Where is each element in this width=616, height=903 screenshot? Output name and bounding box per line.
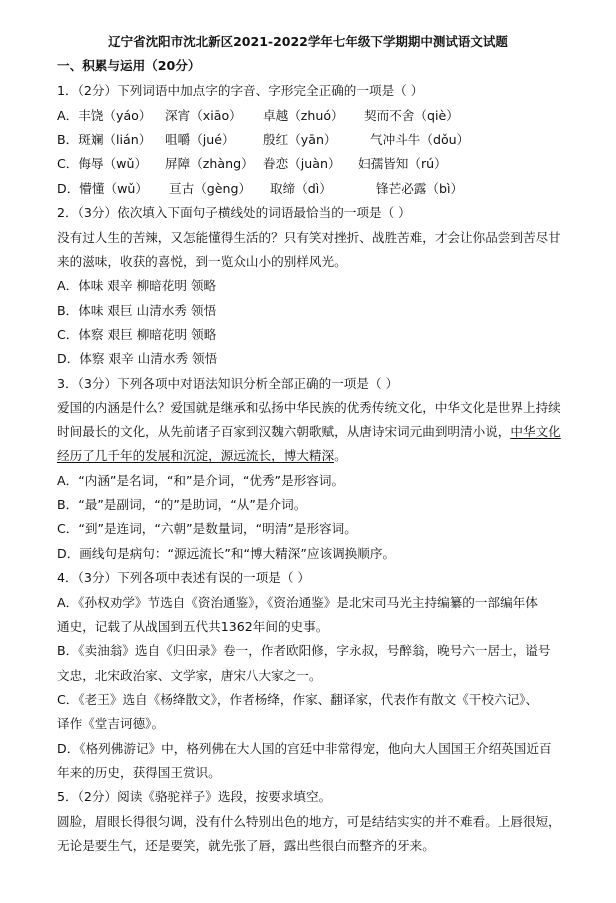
passage-text: 。: [334, 448, 347, 463]
q1-option-c-4: 妇孺皆知（rú）: [358, 156, 447, 171]
q1-option-b-3: 殷红（yān）: [263, 132, 337, 147]
q4-option-b-line-1: B．《卖油翁》选自《归田录》卷一，作者欧阳修，字永叔，号醉翁，晚号六一居士，谥号: [57, 643, 551, 658]
q3-option-a: A．“内涵”是名词，“和”是介词，“优秀”是形容词。: [57, 473, 345, 488]
q4-option-c-line-2: 译作《堂吉诃德》。: [57, 716, 165, 731]
q2-option-a: A．体味 艰辛 柳暗花明 领略: [57, 278, 217, 293]
q2-option-c: C．体察 艰巨 柳暗花明 领略: [57, 327, 217, 342]
q4-option-b-line-2: 文忠，北宋政治家、文学家，唐宋八大家之一。: [57, 668, 322, 683]
question-3-passage-line-3: [57, 448, 347, 464]
q3-option-b: B．“最”是副词，“的”是助词，“从”是介词。: [57, 497, 307, 512]
q4-option-c-line-1: C．《老王》选自《杨绛散文》，作者杨绛，作家、翻译家，代表作有散文《干校六记》、: [57, 692, 539, 707]
q1-option-a-2: 深宵（xiāo）: [165, 108, 242, 123]
question-3-stem: 3．（3分）下列各项中对语法知识分析全部正确的一项是（ ）: [57, 376, 399, 391]
section-heading: 一、积累与运用（20分）: [57, 58, 201, 73]
question-3-passage-line-2: [57, 424, 561, 440]
q1-option-b-1: B．斑斓（lián）: [57, 132, 152, 147]
q4-option-d-line-2: 年来的历史，获得国王赏识。: [57, 765, 221, 780]
page-title: 辽宁省沈阳市沈北新区2021-2022学年七年级下学期期中测试语文试题: [108, 34, 508, 49]
question-5-passage-line-2: 无论是要生气，还是要笑，就先张了唇，露出些很白而整齐的牙来。: [57, 838, 435, 853]
underlined-sentence: 中华文化: [510, 424, 561, 439]
q1-option-c-2: 屏障（zhàng）: [165, 156, 254, 171]
q1-option-a-4: 契而不舍（qiè）: [364, 108, 459, 123]
q1-option-d-3: 取缔（dì）: [270, 181, 332, 196]
question-2-stem: 2．（3分）依次填入下面句子横线处的词语最恰当的一项是（ ）: [57, 205, 411, 220]
question-2-passage-line-1: 没有过人生的苦辣，又怎能懂得生活的？只有笑对挫折、战胜苦难，才会让你品尝到苦尽甘: [57, 230, 561, 245]
question-4-stem: 4．（3分）下列各项中表述有误的一项是（ ）: [57, 570, 311, 585]
passage-text: 时间最长的文化，从先前诸子百家到汉魏六朝歌赋，从唐诗宋词元曲到明清小说，: [57, 424, 511, 439]
q1-option-a-3: 卓越（zhuó）: [263, 108, 344, 123]
q2-option-d: D．体察 艰辛 山清水秀 领悟: [57, 351, 218, 366]
question-5-passage-line-1: 圆脸，眉眼长得很匀调，没有什么特别出色的地方，可是结结实实的并不难看。上唇很短，: [57, 814, 561, 829]
underlined-sentence: 经历了几千年的发展和沉淀，源远流长，博大精深: [57, 448, 335, 463]
question-2-passage-line-2: 来的滋味，收获的喜悦，到一览众山小的别样风光。: [57, 254, 347, 269]
q3-option-d: D．画线句是病句：“源远流长”和“博大精深”应该调换顺序。: [57, 546, 396, 561]
q1-option-b-4: 气冲斗牛（dǒu）: [370, 132, 470, 147]
q1-option-c-3: 眷恋（juàn）: [263, 156, 341, 171]
question-1-stem: 1．（2分）下列词语中加点字的字音、字形完全正确的一项是（ ）: [57, 83, 424, 98]
q1-option-d-4: 锋芒必露（bì）: [376, 181, 464, 196]
q4-option-a-line-2: 通史，记载了从战国到五代共1362年间的史事。: [57, 619, 329, 634]
q1-option-d-1: D．懵懂（wǔ）: [57, 181, 148, 196]
q1-option-d-2: 亘古（gèng）: [169, 181, 252, 196]
question-3-passage-line-1: 爱国的内涵是什么？爱国就是继承和弘扬中华民族的优秀传统文化，中华文化是世界上持续: [57, 400, 561, 415]
q4-option-d-line-1: D．《格列佛游记》中，格列佛在大人国的宫廷中非常得宠，他向大人国国王介绍英国近百: [57, 741, 552, 756]
q1-option-c-1: C．侮辱（wǔ）: [57, 156, 148, 171]
q3-option-c: C．“到”是连词，“六朝”是数量词，“明清”是形容词。: [57, 521, 357, 536]
question-5-stem: 5．（2分）阅读《骆驼祥子》选段，按要求填空。: [57, 789, 332, 804]
q4-option-a-line-1: A．《孙权劝学》节选自《资治通鉴》，《资治通鉴》是北宋司马光主持编纂的一部编年体: [57, 595, 538, 610]
q1-option-b-2: 咀嚼（jué）: [165, 132, 235, 147]
q2-option-b: B．体味 艰巨 山清水秀 领悟: [57, 303, 217, 318]
q1-option-a-1: A．丰饶（yáo）: [57, 108, 152, 123]
